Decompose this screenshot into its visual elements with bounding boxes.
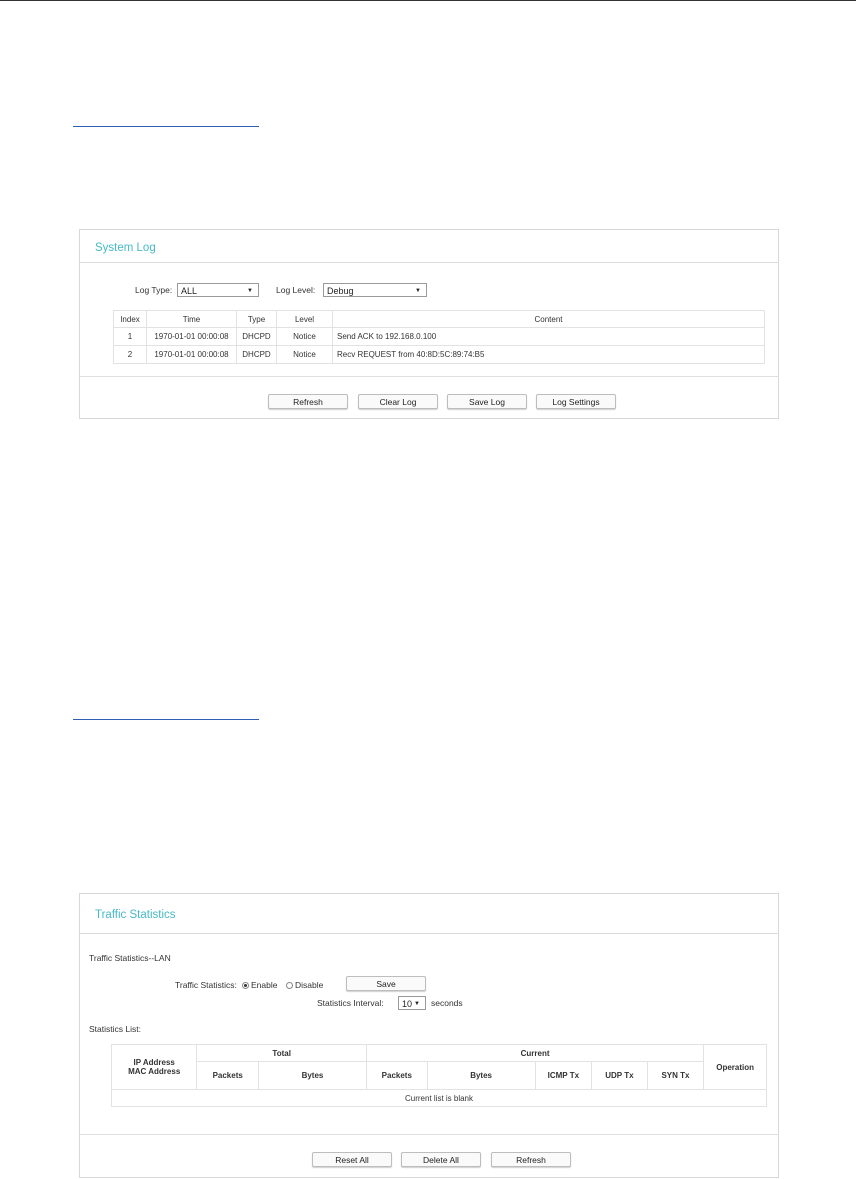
save-button[interactable]: Save [346, 976, 426, 991]
statistics-list-label: Statistics List: [89, 1024, 141, 1034]
row-content: Send ACK to 192.168.0.100 [333, 328, 765, 346]
log-type-select[interactable] [177, 283, 259, 297]
stats-header-row-1 [112, 1045, 767, 1062]
current-packets-header: Packets [366, 1062, 427, 1090]
reset-all-button[interactable]: Reset All [312, 1152, 392, 1167]
col-time: Time [147, 311, 237, 328]
traffic-stats-label: Traffic Statistics: [175, 980, 237, 990]
log-level-value: Debug [327, 286, 354, 296]
enable-label: Enable [251, 980, 278, 990]
stats-header-row-2 [112, 1062, 767, 1090]
col-type: Type [237, 311, 277, 328]
row-index: 2 [114, 346, 147, 364]
interval-label: Statistics Interval: [317, 998, 384, 1008]
table-row [112, 1090, 767, 1107]
row-time: 1970-01-01 00:00:08 [147, 328, 237, 346]
delete-all-button[interactable]: Delete All [401, 1152, 481, 1167]
disable-radio[interactable] [286, 980, 323, 990]
row-index: 1 [114, 328, 147, 346]
save-log-button[interactable]: Save Log [447, 394, 527, 409]
log-type-value: ALL [181, 286, 198, 296]
log-level-label: Log Level: [276, 285, 316, 295]
operation-header: Operation [704, 1045, 767, 1090]
section-underline-1 [73, 126, 259, 127]
total-header: Total [197, 1045, 367, 1062]
interval-select[interactable] [398, 996, 426, 1010]
total-packets-header: Packets [197, 1062, 259, 1090]
log-level-select[interactable] [323, 283, 427, 297]
traffic-statistics-panel [79, 893, 779, 1178]
section-underline-2 [73, 719, 259, 720]
system-log-panel [79, 229, 779, 419]
col-content: Content [333, 311, 765, 328]
radio-unselected-icon [286, 982, 293, 989]
empty-list-message: Current list is blank [112, 1090, 767, 1107]
row-type: DHCPD [237, 346, 277, 364]
chevron-down-icon: ▼ [247, 288, 253, 294]
table-row [114, 328, 765, 346]
log-table [113, 310, 765, 364]
traffic-title: Traffic Statistics [80, 894, 778, 934]
icmp-tx-header: ICMP Tx [535, 1062, 592, 1090]
chevron-down-icon: ▼ [415, 288, 421, 294]
statistics-table [111, 1044, 767, 1107]
udp-tx-header: UDP Tx [592, 1062, 648, 1090]
col-level: Level [277, 311, 333, 328]
page-top-rule [0, 0, 856, 1]
interval-value: 10 [402, 999, 413, 1009]
total-bytes-header: Bytes [259, 1062, 367, 1090]
row-content: Recv REQUEST from 40:8D:5C:89:74:B5 [333, 346, 765, 364]
row-level: Notice [277, 328, 333, 346]
enable-radio[interactable] [242, 980, 277, 990]
log-type-label: Log Type: [135, 285, 173, 295]
ip-address-header: IP Address [133, 1058, 175, 1067]
current-header: Current [366, 1045, 703, 1062]
refresh-button[interactable]: Refresh [268, 394, 348, 409]
log-table-header [114, 311, 765, 328]
row-level: Notice [277, 346, 333, 364]
clear-log-button[interactable]: Clear Log [358, 394, 438, 409]
interval-unit: seconds [431, 998, 463, 1008]
col-index: Index [114, 311, 147, 328]
row-type: DHCPD [237, 328, 277, 346]
refresh-button[interactable]: Refresh [491, 1152, 571, 1167]
traffic-lan-label: Traffic Statistics--LAN [89, 953, 171, 963]
radio-selected-icon [242, 982, 249, 989]
system-log-title: System Log [80, 230, 778, 263]
divider [80, 1134, 778, 1135]
log-settings-button[interactable]: Log Settings [536, 394, 616, 409]
mac-address-header: MAC Address [128, 1067, 181, 1076]
row-time: 1970-01-01 00:00:08 [147, 346, 237, 364]
current-bytes-header: Bytes [427, 1062, 535, 1090]
divider [80, 376, 778, 377]
col-ip-mac [112, 1045, 197, 1090]
chevron-down-icon: ▼ [414, 1001, 420, 1007]
table-row [114, 346, 765, 364]
disable-label: Disable [295, 980, 324, 990]
syn-tx-header: SYN Tx [647, 1062, 704, 1090]
